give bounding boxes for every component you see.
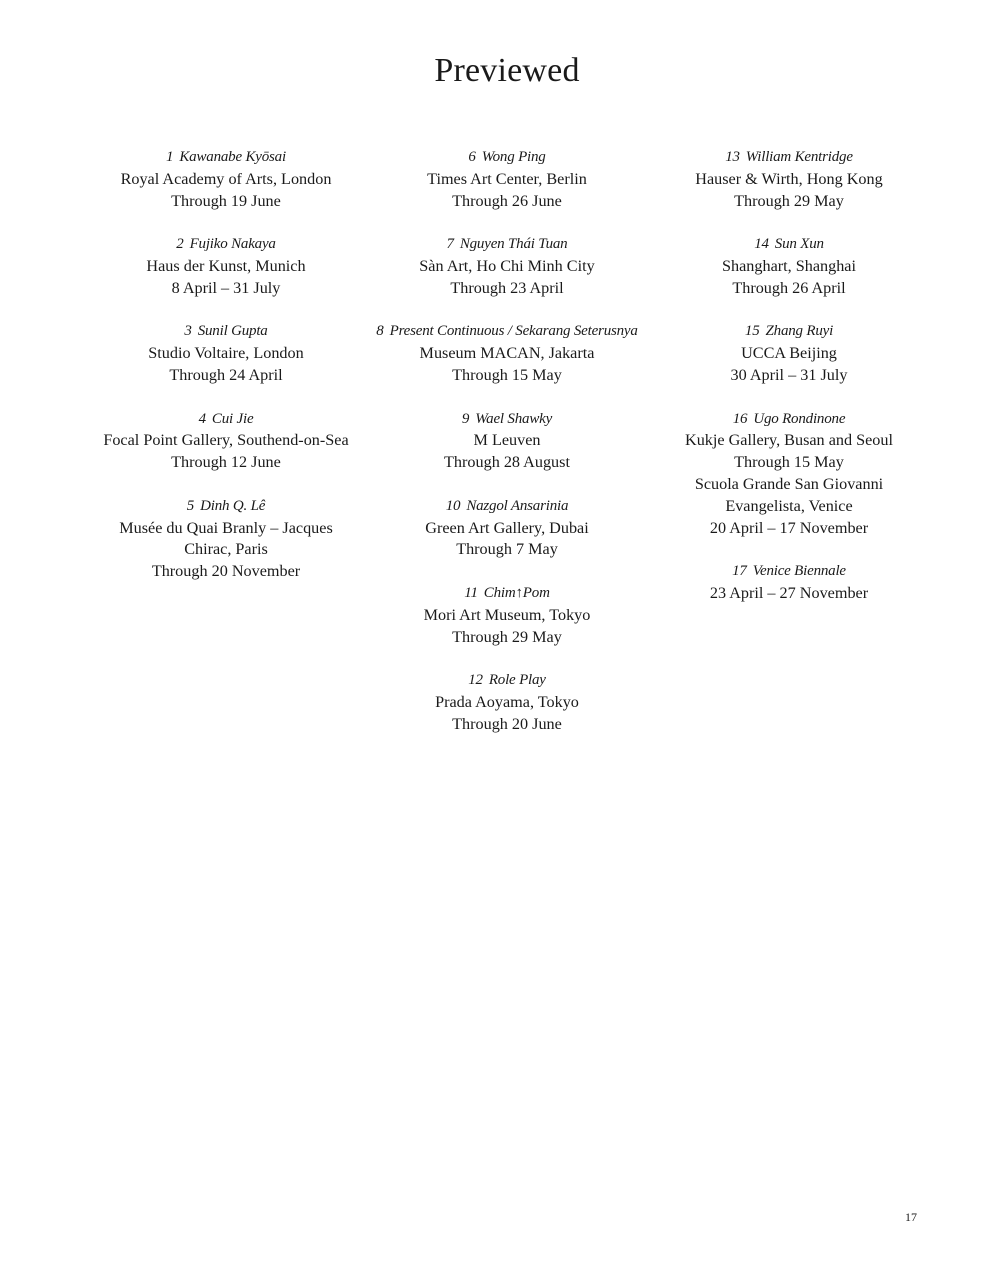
- exhibition-number: 10: [445, 497, 461, 514]
- exhibition-venue: 23 April – 27 November: [709, 583, 869, 602]
- exhibition-heading: [357, 147, 657, 169]
- exhibition-artist: Fujiko Nakaya: [189, 236, 276, 253]
- exhibition-detail: 8 April – 31 July: [171, 278, 281, 297]
- exhibition-number: 9: [461, 410, 470, 427]
- exhibition-entry: [76, 234, 376, 299]
- exhibition-detail: Through 15 May: [452, 365, 562, 384]
- exhibition-entry: [357, 496, 657, 561]
- exhibition-venue: UCCA Beijing: [741, 344, 837, 363]
- exhibition-heading: [357, 496, 657, 518]
- exhibition-artist: Cui Jie: [211, 410, 254, 427]
- exhibition-venue: Kukje Gallery, Busan and Seoul: [685, 431, 893, 450]
- exhibition-detail: Through 26 June: [452, 191, 562, 210]
- exhibition-number: 16: [732, 410, 748, 427]
- listing-column-2: [357, 147, 657, 757]
- exhibition-entry: [639, 561, 939, 605]
- listing-column-1: [76, 147, 376, 605]
- exhibition-venue: Royal Academy of Arts, London: [120, 169, 332, 188]
- exhibition-venue: Musée du Quai Branly – Jacques: [119, 518, 333, 537]
- exhibition-artist: Nazgol Ansarinia: [466, 497, 569, 514]
- exhibition-venue: Museum MACAN, Jakarta: [419, 344, 595, 363]
- exhibition-entry: [357, 409, 657, 474]
- exhibition-number: 4: [198, 410, 206, 427]
- exhibition-venue: Haus der Kunst, Munich: [146, 256, 306, 275]
- exhibition-entry: [76, 321, 376, 386]
- exhibition-venue: Times Art Center, Berlin: [427, 169, 587, 188]
- exhibition-artist: Kawanabe Kyōsai: [179, 149, 286, 165]
- exhibition-artist: Dinh Q. Lê: [200, 497, 266, 514]
- exhibition-entry: [639, 321, 939, 386]
- page-title: Previewed: [434, 52, 580, 89]
- exhibition-entry: [357, 583, 657, 648]
- exhibition-venue: Mori Art Museum, Tokyo: [423, 605, 591, 624]
- exhibition-detail: 20 April – 17 November: [709, 518, 869, 537]
- exhibition-entry: [76, 496, 376, 583]
- exhibition-heading: [76, 496, 376, 518]
- exhibition-venue: Hauser & Wirth, Hong Kong: [695, 169, 883, 188]
- exhibition-entry: [639, 147, 939, 212]
- exhibition-entry: [357, 147, 657, 212]
- exhibition-heading: [357, 583, 657, 605]
- page-number: 17: [905, 1210, 917, 1224]
- exhibition-venue: Focal Point Gallery, Southend-on-Sea: [103, 431, 349, 450]
- exhibition-detail: Through 24 April: [169, 365, 283, 384]
- exhibition-venue: Sàn Art, Ho Chi Minh City: [419, 256, 595, 275]
- exhibition-detail: Through 12 June: [171, 453, 281, 472]
- exhibition-artist: Sunil Gupta: [197, 323, 268, 340]
- exhibition-artist: Sun Xun: [774, 236, 824, 253]
- exhibition-artist: Chim↑Pom: [483, 584, 550, 601]
- exhibition-number: 14: [754, 236, 769, 253]
- exhibition-detail: Through 19 June: [171, 191, 281, 210]
- exhibition-detail: Through 20 June: [452, 714, 562, 733]
- exhibition-detail: Through 28 August: [444, 453, 570, 472]
- exhibition-number: 5: [186, 497, 195, 514]
- exhibition-entry: [357, 321, 657, 386]
- exhibition-venue: Prada Aoyama, Tokyo: [435, 692, 579, 711]
- exhibition-detail: Through 29 May: [734, 191, 844, 210]
- exhibition-number: 13: [725, 149, 740, 165]
- exhibition-detail: Through 26 April: [732, 278, 846, 297]
- exhibition-heading: [639, 147, 939, 169]
- exhibition-artist: Role Play: [488, 672, 546, 689]
- exhibition-detail: Evangelista, Venice: [725, 496, 853, 515]
- exhibition-number: 7: [446, 236, 454, 253]
- exhibition-heading: [639, 234, 939, 256]
- exhibition-entry: [357, 234, 657, 299]
- exhibition-venue: Green Art Gallery, Dubai: [425, 518, 589, 537]
- exhibition-heading: [639, 321, 939, 343]
- exhibition-heading: [639, 409, 939, 431]
- exhibition-detail: Scuola Grande San Giovanni: [694, 474, 884, 493]
- exhibition-entry: [76, 409, 376, 474]
- exhibition-entry: [357, 670, 657, 735]
- exhibition-artist: Nguyen Thái Tuan: [459, 236, 568, 253]
- exhibition-detail: Through 29 May: [452, 627, 562, 646]
- exhibition-venue: Studio Voltaire, London: [148, 344, 304, 363]
- exhibition-number: 3: [184, 323, 192, 340]
- exhibition-heading: [76, 147, 376, 169]
- exhibition-entry: [639, 234, 939, 299]
- exhibition-heading: [357, 409, 657, 431]
- exhibition-artist: Venice Biennale: [752, 563, 846, 580]
- exhibition-artist: Zhang Ruyi: [765, 323, 834, 340]
- exhibition-heading: [76, 409, 376, 431]
- exhibition-artist: Wael Shawky: [475, 410, 553, 427]
- exhibition-detail: Through 15 May: [734, 453, 844, 472]
- exhibition-heading: [639, 561, 939, 583]
- exhibition-detail: 30 April – 31 July: [730, 365, 848, 384]
- exhibition-number: 12: [468, 672, 483, 689]
- exhibition-number: 8: [376, 323, 384, 340]
- exhibition-heading: [357, 670, 657, 692]
- exhibition-number: 2: [176, 236, 184, 253]
- exhibition-venue: Shanghart, Shanghai: [722, 256, 856, 275]
- exhibition-detail: Through 20 November: [151, 562, 301, 581]
- exhibition-number: 15: [744, 323, 760, 340]
- listing-column-3: [639, 147, 939, 627]
- exhibition-number: 1: [166, 149, 174, 165]
- exhibition-number: 6: [468, 149, 476, 165]
- exhibition-heading: [357, 234, 657, 256]
- exhibition-artist: Ugo Rondinone: [753, 410, 846, 427]
- exhibition-heading: [357, 321, 657, 343]
- exhibition-detail: Through 23 April: [450, 278, 564, 297]
- exhibition-heading: [76, 321, 376, 343]
- exhibition-detail: Chirac, Paris: [184, 540, 268, 559]
- exhibition-artist: William Kentridge: [745, 149, 853, 165]
- exhibition-number: 17: [732, 563, 747, 580]
- exhibition-heading: [76, 234, 376, 256]
- exhibition-number: 11: [464, 584, 478, 601]
- exhibition-entry: [639, 409, 939, 540]
- exhibition-venue: M Leuven: [473, 431, 541, 450]
- exhibition-detail: Through 7 May: [456, 540, 558, 559]
- exhibition-entry: [76, 147, 376, 212]
- exhibition-artist: Present Continuous / Sekarang Seterusnya: [389, 323, 638, 340]
- exhibition-artist: Wong Ping: [481, 149, 546, 165]
